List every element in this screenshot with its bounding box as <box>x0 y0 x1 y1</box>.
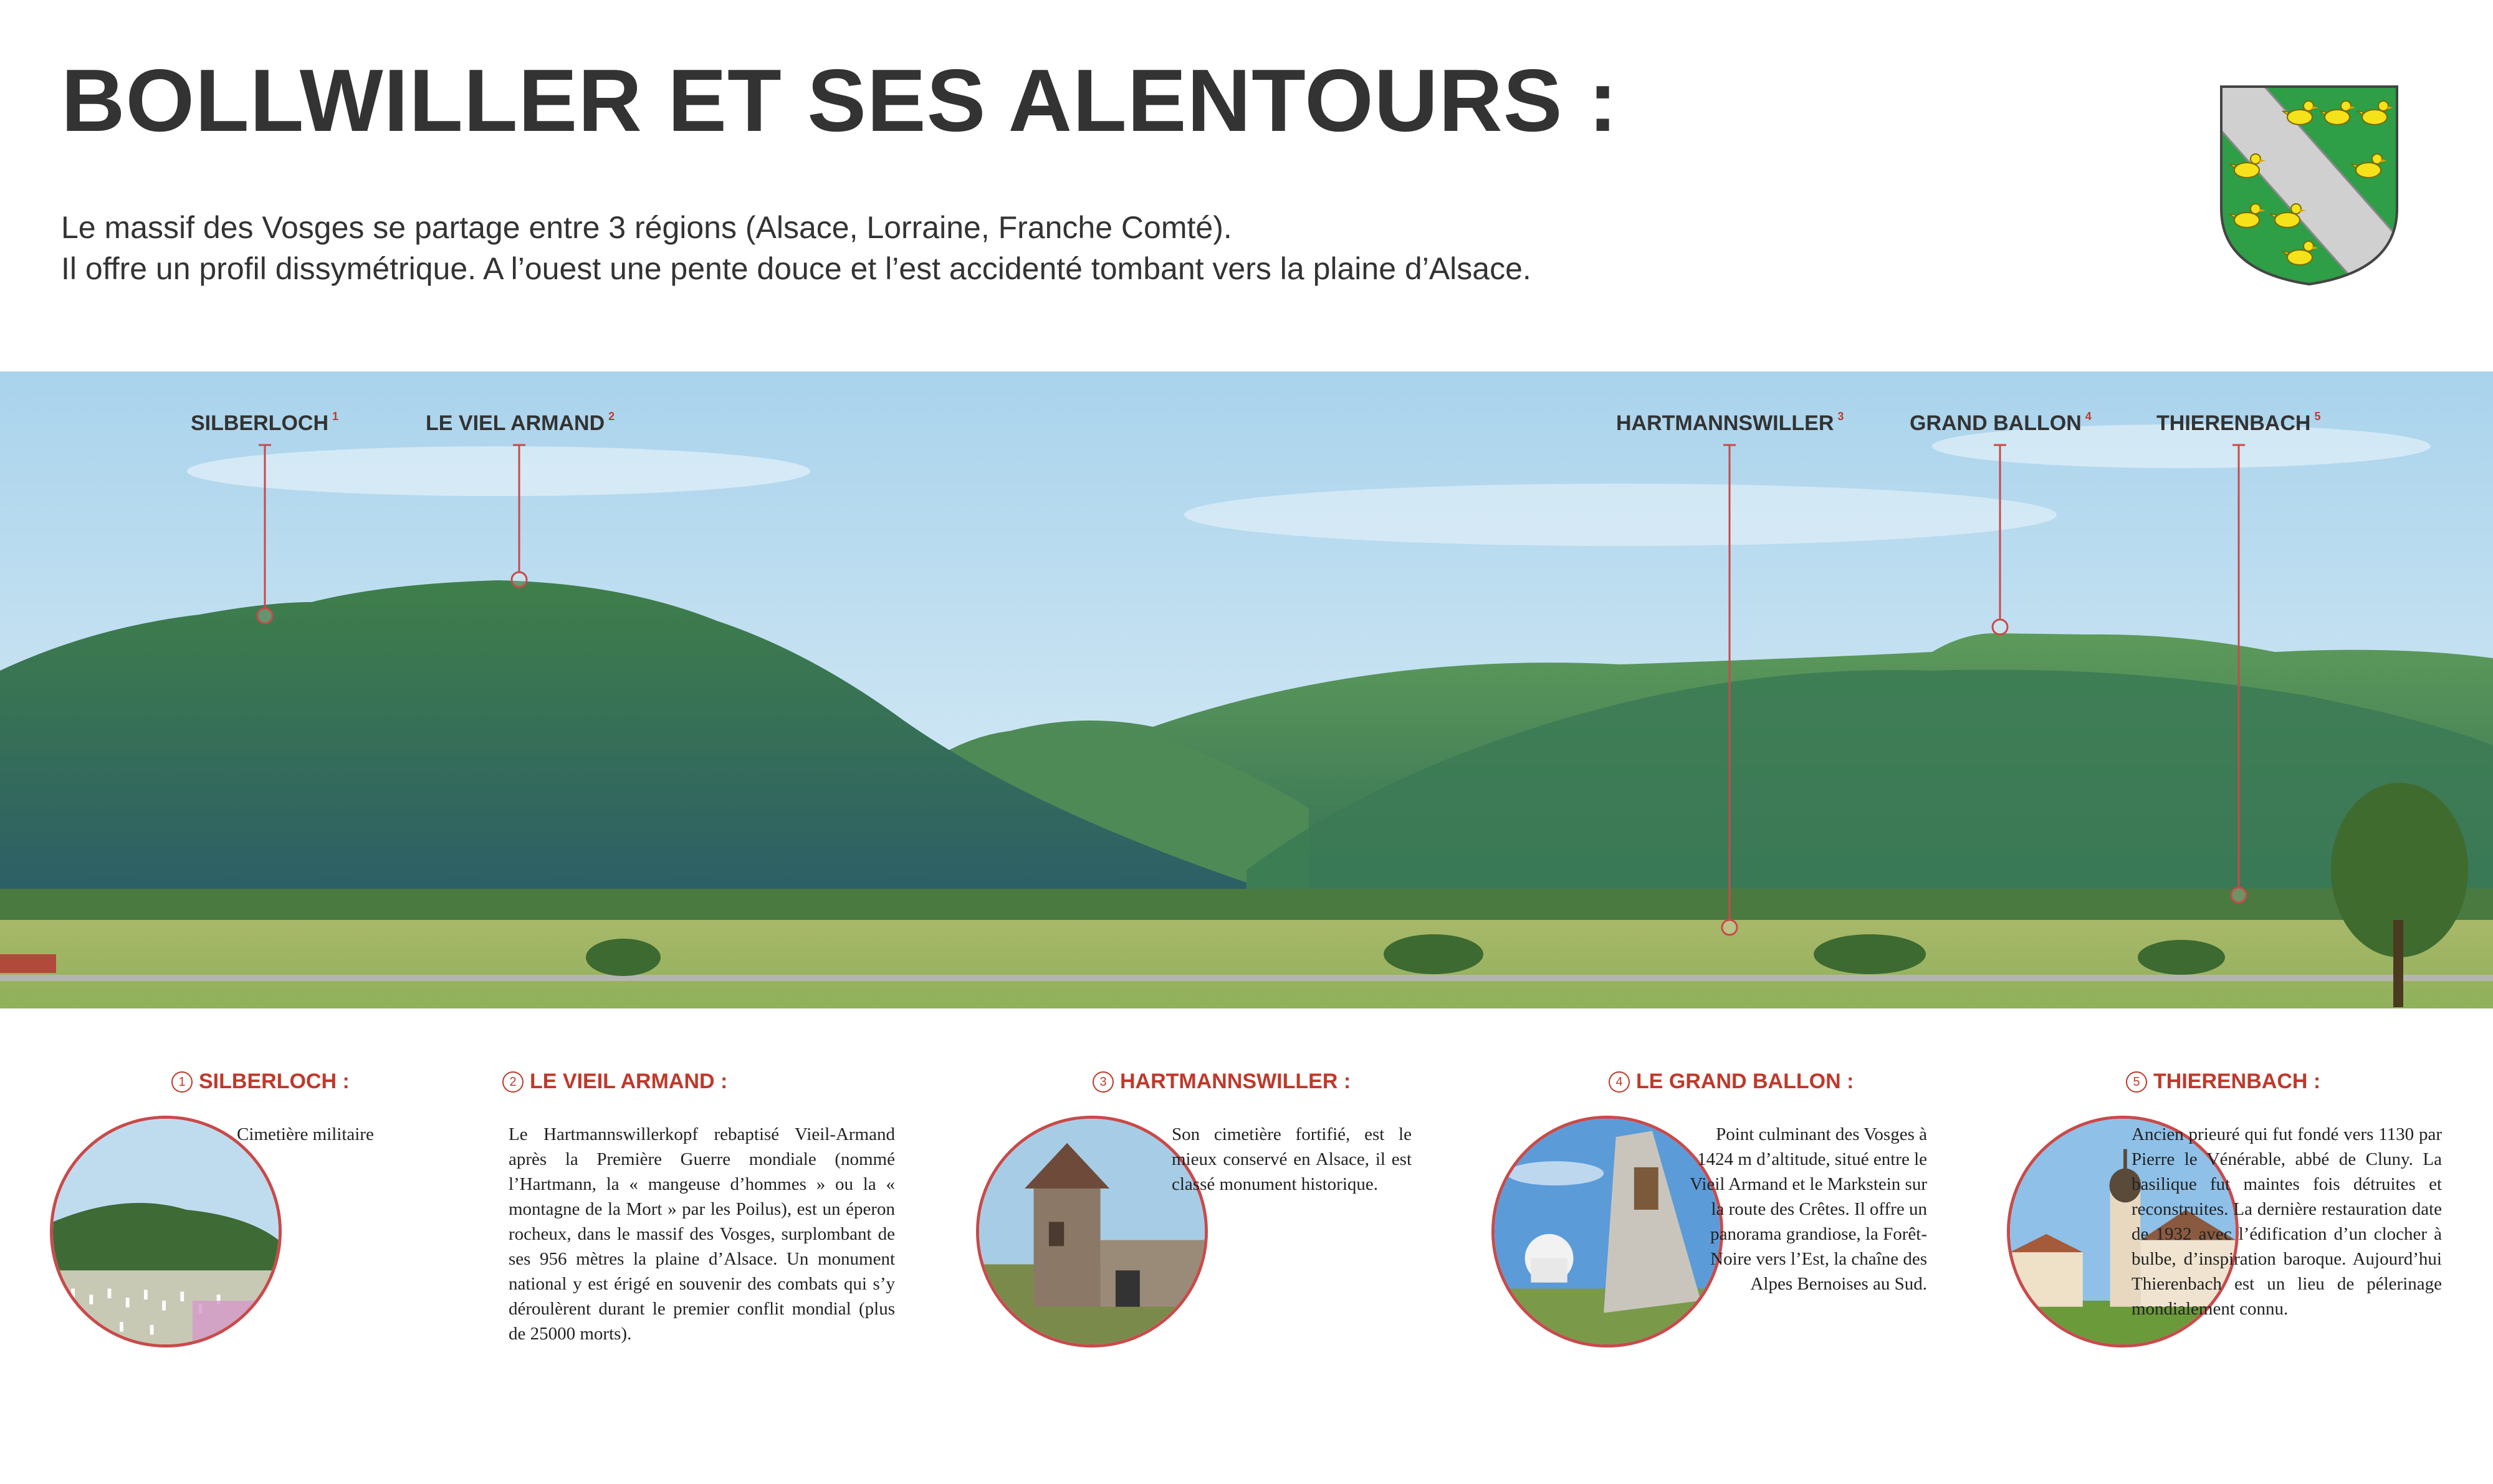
numbered-circle-icon: 4 <box>1609 1071 1630 1093</box>
peak-label-grand-ballon: GRAND BALLON $^4$ <box>1910 410 2092 435</box>
section-title-vieil-armand: 2 LE VIEIL ARMAND : <box>502 1070 727 1094</box>
peak-label-viel-armand: LE VIEL ARMAND $^2$ <box>426 410 615 435</box>
numbered-circle-icon: 5 <box>2126 1071 2147 1093</box>
numbered-circle-icon: 3 <box>1093 1071 1114 1093</box>
section-title-grand-ballon: 4 LE GRAND BALLON : <box>1609 1070 1854 1094</box>
intro-line-2: Il offre un profil dissymétrique. A l’ouest une pente douce et l’est accidenté tombant vers la plaine d’Alsace. <box>61 251 1531 286</box>
mountain-panorama <box>0 371 2493 1008</box>
section-text-hartmannswiller: Son cimetière fortifié, est le mieux conservé en Alsace, il est classé monument historique. <box>1172 1124 1412 1194</box>
numbered-circle-icon: 2 <box>502 1071 524 1093</box>
intro-text <box>61 207 1531 289</box>
section-text-vieil-armand: Le Hartmannswillerkopf rebaptisé Vieil-Armand après la Première Guerre mondiale (nommé l’Hartmann, la « mangeuse d’hommes » ou la « montagne de la Mort » par les Poilus), est un éperon rocheux, dans le massif des Vosges, surplombant de ses 956 mètres la plaine d’Alsace. Un monument national y est érigé en souvenir des combats qui s’y déroulèrent durant le premier conflit mondial (plus de 25000 morts). <box>509 1124 895 1344</box>
section-text-silberloch: Cimetière militaire <box>237 1124 374 1144</box>
intro-line-1: Le massif des Vosges se partage entre 3 régions (Alsace, Lorraine, Franche Comté). <box>61 210 1232 245</box>
coat-of-arms-icon <box>2219 84 2400 287</box>
section-text-thierenbach: Ancien prieuré qui fut fondé vers 1130 par Pierre le Vénérable, abbé de Cluny. La basilique fut maintes fois détruites et reconstruites. La dernière restauration date de 1932 avec l’édification d’un clocher à bulbe, d’inspiration baroque. Aujourd’hui Thierenbach est un lieu de pélerinage mondialement connu. <box>2132 1124 2442 1319</box>
peak-label-silberloch: SILBERLOCH $^1$ <box>191 410 339 435</box>
section-text-grand-ballon: Point culminant des Vosges à 1424 m d’altitude, situé entre le Vieil Armand et le Markstein sur la route des Crêtes. Il offre un panorama grandiose, la Forêt-Noire vers l’Est, la chaîne des Alpes Bernoises au Sud. <box>1690 1124 1927 1294</box>
peak-label-hartmannswiller: HARTMANNSWILLER $^3$ <box>1616 410 1844 435</box>
section-title-thierenbach: 5 THIERENBACH : <box>2126 1070 2320 1094</box>
section-title-silberloch: 1 SILBERLOCH : <box>171 1070 350 1094</box>
page-title: BOLLWILLER ET SES ALENTOURS : <box>61 51 1619 150</box>
numbered-circle-icon: 1 <box>171 1071 193 1093</box>
section-title-hartmannswiller: 3 HARTMANNSWILLER : <box>1093 1070 1351 1094</box>
peak-label-thierenbach: THIERENBACH $^5$ <box>2156 410 2321 435</box>
photo-silberloch <box>50 1116 282 1348</box>
